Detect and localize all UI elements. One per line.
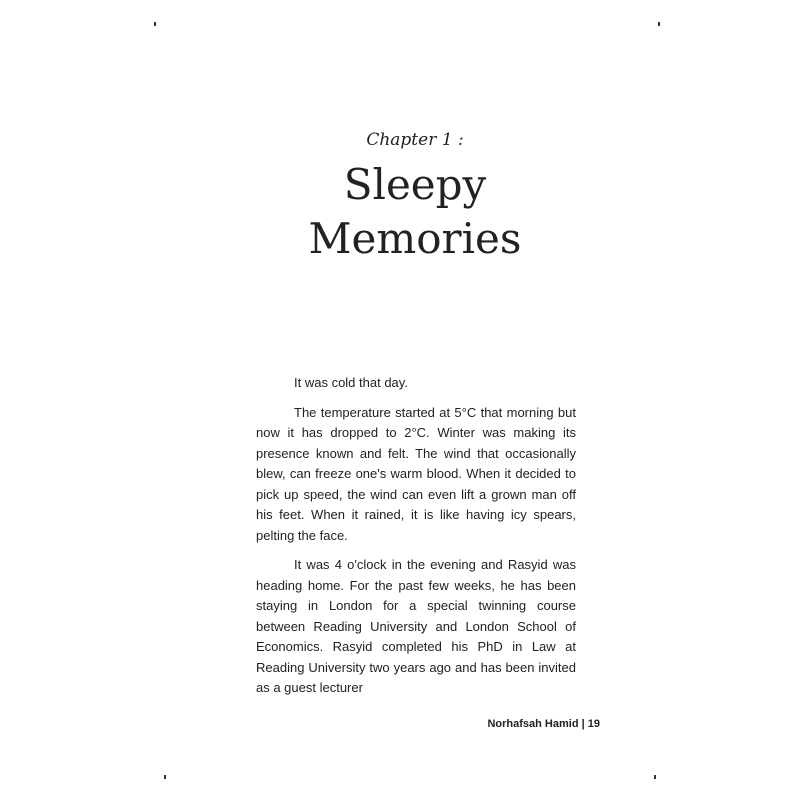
crop-mark-top-left xyxy=(154,22,156,26)
footer-author: Norhafsah Hamid xyxy=(487,718,579,730)
chapter-title xyxy=(0,158,800,266)
chapter-title-line-1: Sleepy xyxy=(343,160,487,209)
crop-mark-top-right xyxy=(658,22,660,26)
footer-page-number: 19 xyxy=(587,718,600,730)
chapter-title-line-2: Memories xyxy=(308,214,522,263)
footer-separator: | xyxy=(581,718,585,730)
crop-mark-bottom-left xyxy=(164,775,166,779)
paragraph-1: It was cold that day. xyxy=(294,375,408,390)
paragraph-3: It was 4 o'clock in the evening and Rasyid was heading home. For the past few weeks, he has been staying in London for a special twinning course between Reading University and London School of Economics. Rasyid completed his PhD in Law at Reading University two years ago and has been invited as a guest lecturer xyxy=(256,557,576,695)
crop-mark-bottom-right xyxy=(654,775,656,779)
paragraph-2: The temperature started at 5°C that morning but now it has dropped to 2°C. Winter was making its presence known and felt. The wind that occasionally blew, can freeze one's warm blood. When it decided to pick up speed, the wind can even lift a grown man off his feet. When it rained, it is like having icy spears, pelting the face. xyxy=(256,404,576,543)
page-footer xyxy=(487,718,600,730)
chapter-label: Chapter 1 : xyxy=(366,130,464,150)
body-text xyxy=(256,373,576,708)
